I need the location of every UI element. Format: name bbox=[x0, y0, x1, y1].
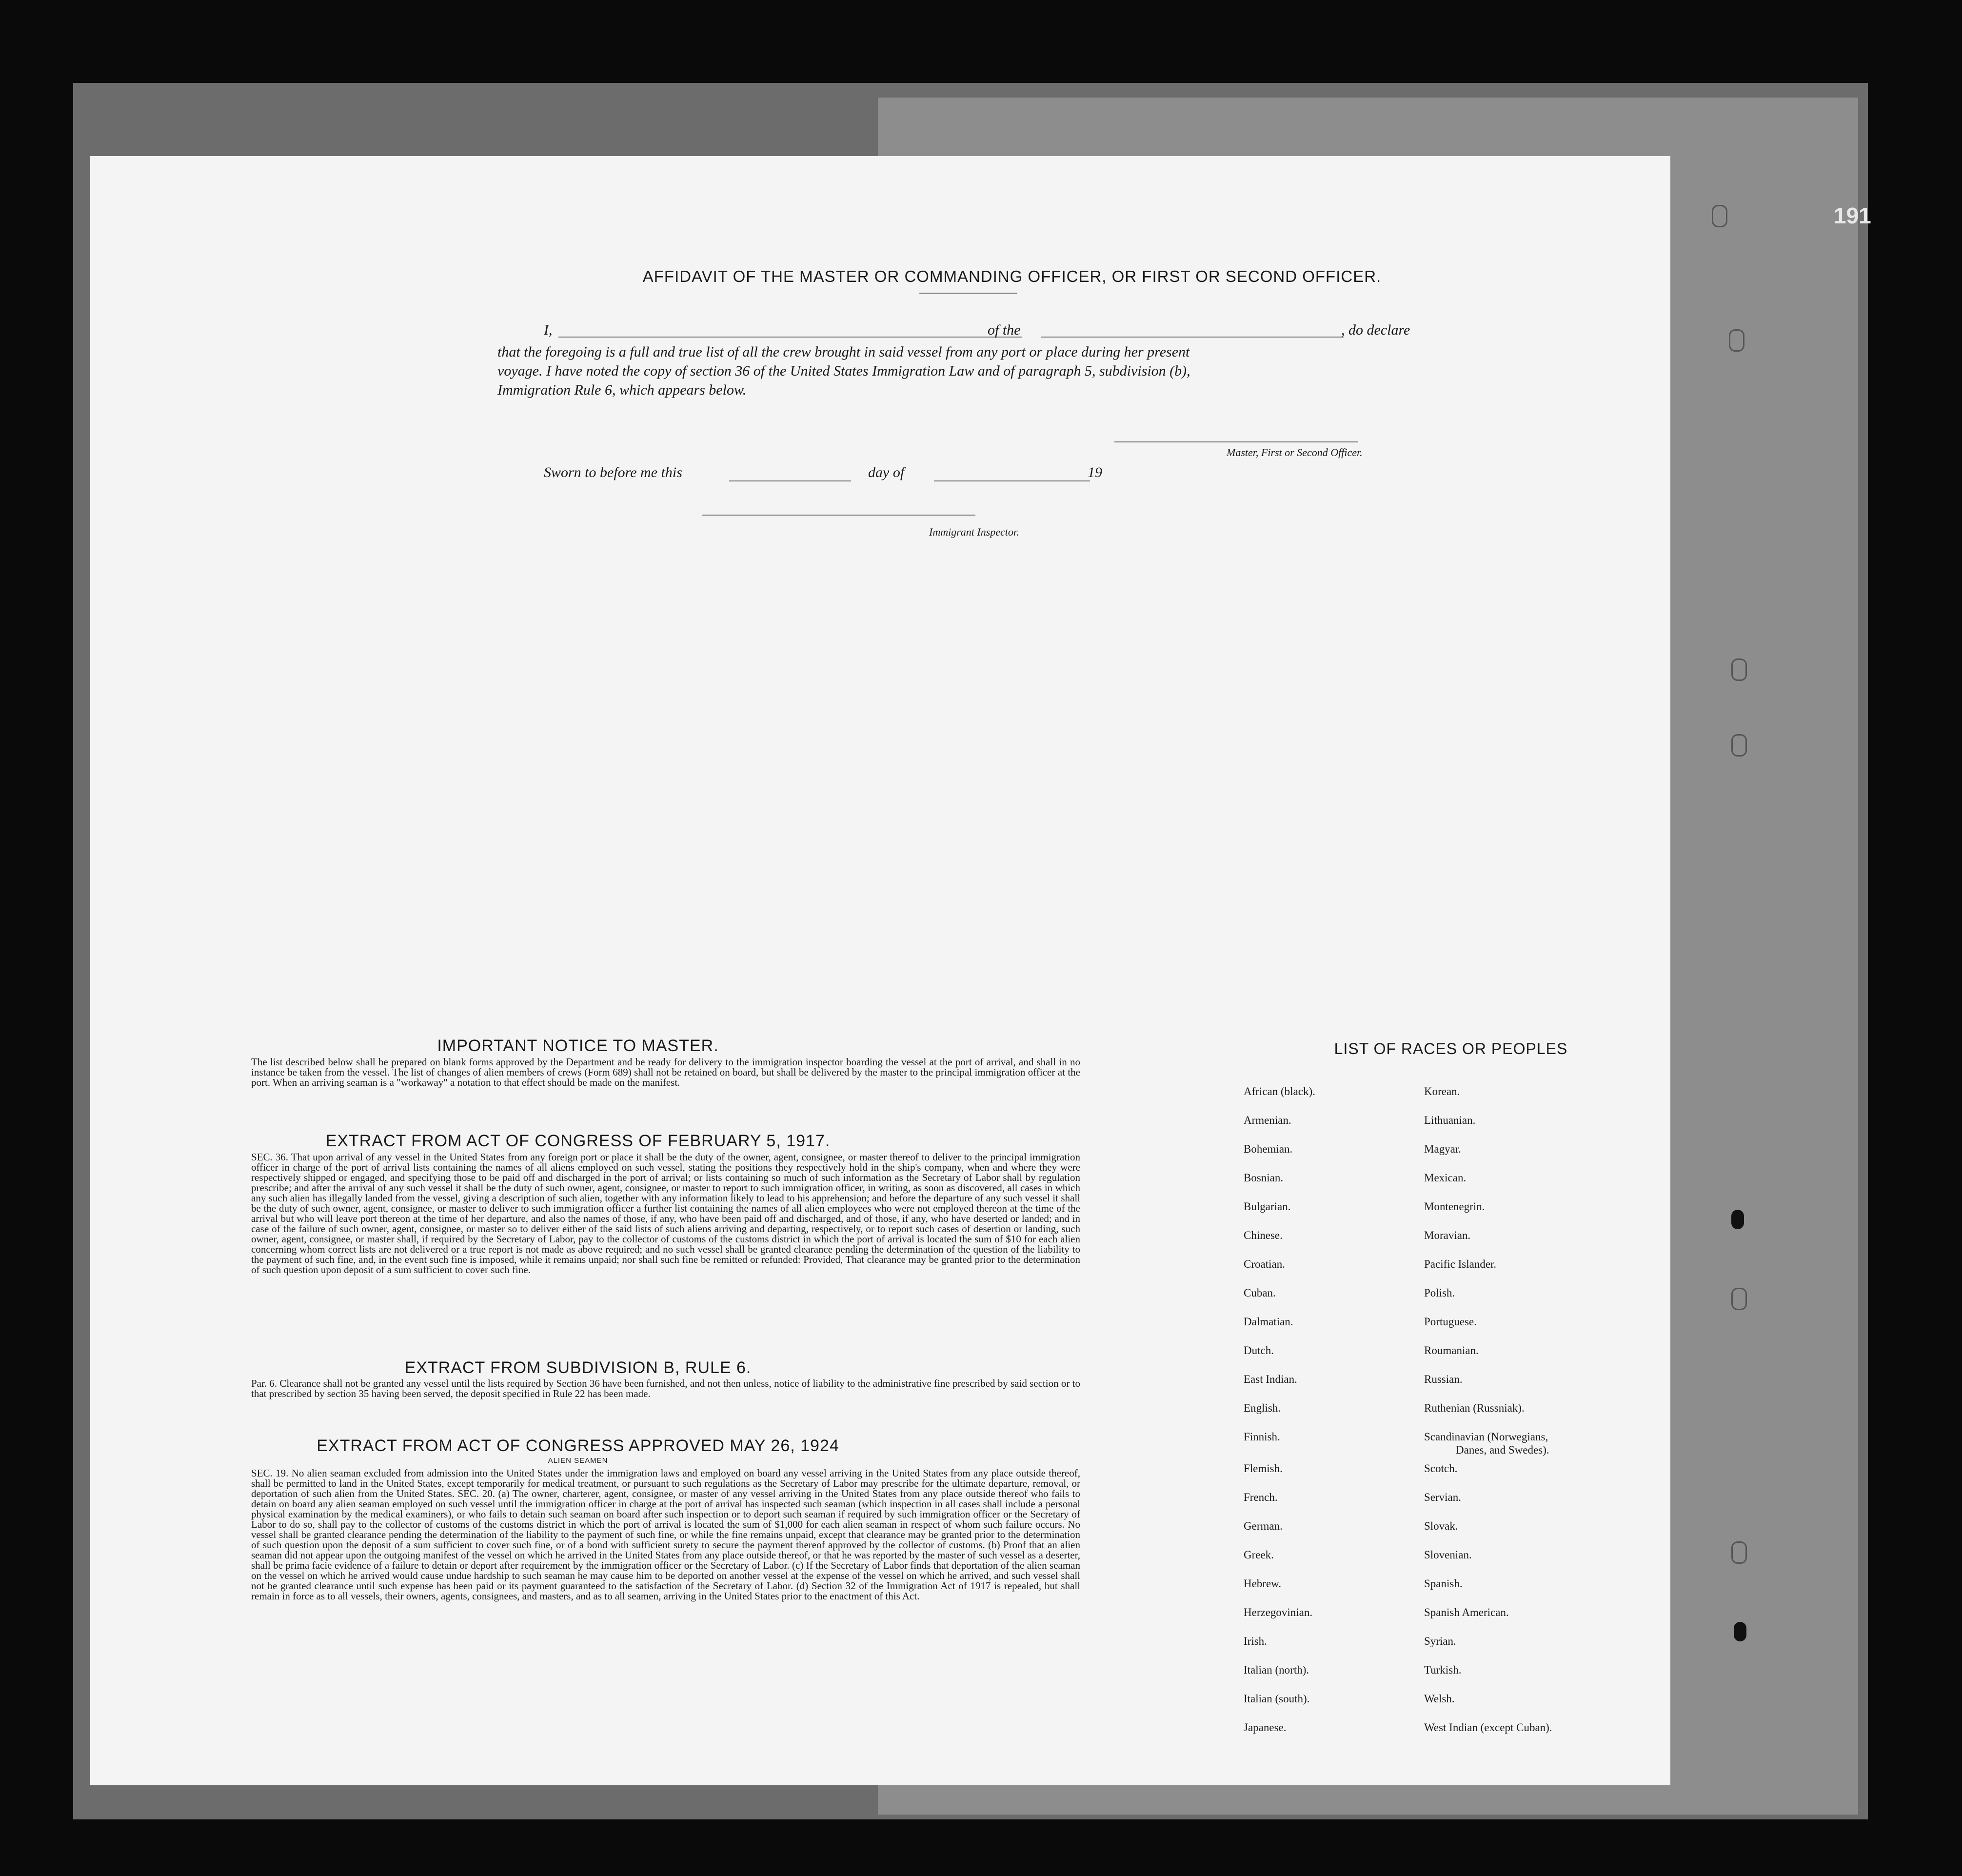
punch-hole bbox=[1731, 1210, 1744, 1229]
race-left-item: Greek. bbox=[1244, 1549, 1274, 1561]
race-left-item: East Indian. bbox=[1244, 1373, 1297, 1385]
punch-hole bbox=[1712, 205, 1727, 227]
extract-1924-title: EXTRACT FROM ACT OF CONGRESS APPROVED MAY 26, 1924 bbox=[317, 1437, 839, 1455]
race-right-item: Mexican. bbox=[1424, 1172, 1467, 1184]
title-rule bbox=[919, 293, 1017, 294]
inspector-label: Immigrant Inspector. bbox=[929, 526, 1019, 538]
race-left-item: Japanese. bbox=[1244, 1721, 1287, 1734]
race-right-item: Scandinavian (Norwegians, bbox=[1424, 1431, 1548, 1443]
race-left-item: Flemish. bbox=[1244, 1462, 1283, 1475]
race-right-item: Moravian. bbox=[1424, 1229, 1471, 1241]
race-right-item: Portuguese. bbox=[1424, 1316, 1477, 1328]
extract-1924-body: SEC. 19. No alien seaman excluded from admission into the United States under the immigration laws and employed on board any vessel arriving in the United States from any place outside thereof, shall be permitted to land in the United States, except temporarily for medical treatment, or pursuant to such regulations as the Secretary of Labor may prescribe for the ultimate departure, removal, or deportation of such alien from the United States. SEC. 20. (a) The owner, charterer, agent, consignee, or master of any vessel arriving in the United States from any place outside thereof who fails to detain on board any alien seaman employed on such vessel until the immigration officer in charge at the port of arrival has inspected such seaman (which inspection in all cases shall include a personal physical examination by the medical examiners), or who fails to detain such seaman on board after such inspection or to deport such seaman if required by such immigration officer or the Secretary of Labor to do so, shall pay to the collector of customs of the customs district in which the port of arrival is located the sum of $1,000 for each alien seaman in respect of whom such failure occurs. No vessel shall be granted clearance pending the determination of the liability to the payment of such fine, or while the fine remains unpaid, except that clearance may be granted prior to the determination of such question upon the deposit of a sum sufficient to cover such fine, or of a bond with sufficient surety to secure the payment thereof approved by the collector of customs. (b) Proof that an alien seaman did not appear upon the outgoing manifest of the vessel on which he arrived in the United States from any place outside thereof, or that he was reported by the master of such vessel as a deserter, shall be prima facie evidence of a failure to detain or deport after requirement by the immigration officer or the Secretary of Labor. (c) If the Secretary of Labor finds that deportation of the alien seaman on the vessel on which he arrived would cause undue hardship to such seaman he may cause him to be deported on another vessel at the expense of the vessel on which he arrived, and such vessel shall not be granted clearance until such expense has been paid or its payment guaranteed to the satisfaction of the Secretary of Labor. (d) Section 32 of the Immigration Act of 1917 is repealed, but shall remain in force as to all vessels, their owners, agents, consignees, and masters, and as to all seamen, arriving in the United States prior to the enactment of this Act. bbox=[251, 1467, 1080, 1602]
race-left-item: Finnish. bbox=[1244, 1431, 1280, 1443]
race-left-item: German. bbox=[1244, 1520, 1283, 1532]
punch-hole bbox=[1729, 329, 1744, 352]
race-left-item: Chinese. bbox=[1244, 1229, 1283, 1241]
punch-hole bbox=[1731, 659, 1747, 681]
race-right-item: Russian. bbox=[1424, 1373, 1463, 1385]
race-left-item: Dutch. bbox=[1244, 1344, 1274, 1357]
race-right-item: Spanish American. bbox=[1424, 1606, 1509, 1618]
extract-rule6-title: EXTRACT FROM SUBDIVISION B, RULE 6. bbox=[404, 1358, 752, 1377]
race-left-item: African (black). bbox=[1244, 1085, 1315, 1098]
race-left-item: Hebrew. bbox=[1244, 1577, 1282, 1590]
punch-hole bbox=[1734, 1622, 1746, 1641]
punch-hole bbox=[1731, 1288, 1747, 1310]
extract-rule6-body: Par. 6. Clearance shall not be granted any vessel until the lists required by Section 36 have been furnished, and not then unless, notice of liability to the administrative fine prescribed by said section or to that prescribed by section 35 having been served, the deposit specified in Rule 22 has been made. bbox=[251, 1377, 1080, 1399]
race-left-item: Bulgarian. bbox=[1244, 1200, 1291, 1213]
race-left-item: Herzegovinian. bbox=[1244, 1606, 1313, 1618]
extract-1917-body: SEC. 36. That upon arrival of any vessel in the United States from any foreign port or place it shall be the duty of the owner, agent, consignee, or master thereof to deliver to the principal immigration officer in charge of the port of arrival lists containing the names of all aliens employed on such vessel, stating the positions they respectively hold in the ship's company, when and where they were respectively shipped or engaged, and specifying those to be paid off and discharged in the port of arrival; or lists containing so much of such information as the Secretary of Labor shall by regulation prescribe; and after the arrival of any such vessel it shall be the duty of such owner, agent, consignee, or master to report to such immigration officer, in writing, as soon as discovered, all cases in which any such alien has illegally landed from the vessel, giving a description of such alien, together with any information likely to lead to his apprehension; and before the departure of any such vessel it shall be the duty of such owner, agent, consignee, or master to deliver to such immigration officer a further list containing the names of all alien employees who were not employed thereon at the time of the arrival but who will leave port thereon at the time of her departure, and also the names of those, if any, who have been paid off and discharged, and of those, if any, who have deserted or landed; and in case of the failure of such owner, agent, consignee, or master so to deliver either of the said lists of such aliens arriving and departing, respectively, or to report such cases of desertion or landing, such owner, agent, consignee, or master shall, if required by the Secretary of Labor, pay to the collector of customs of the customs district in which the port of arrival is located the sum of $10 for each alien concerning whom correct lists are not delivered or a true report is not made as above required; and no such vessel shall be granted clearance pending the determination of the question of the liability to the payment of such fine, and, in the event such fine is imposed, while it remains unpaid; nor shall such fine be remitted or refunded: Provided, That clearance may be granted prior to the determination of such question upon deposit of a sum sufficient to cover such fine. bbox=[251, 1151, 1080, 1276]
race-right-item: Pacific Islander. bbox=[1424, 1258, 1497, 1270]
race-right-item: Turkish. bbox=[1424, 1664, 1462, 1676]
race-left-item: English. bbox=[1244, 1402, 1281, 1414]
page-number: 191 bbox=[1834, 203, 1871, 228]
sworn-month-field[interactable] bbox=[934, 480, 1090, 481]
punch-hole bbox=[1731, 1541, 1747, 1564]
race-right-continuation: Danes, and Swedes). bbox=[1456, 1444, 1549, 1456]
name-field[interactable] bbox=[558, 337, 1022, 338]
affidavit-line-3: voyage. I have noted the copy of section 36 of the United States Immigration Law and of paragraph 5, subdivision (b), bbox=[497, 363, 1190, 379]
race-right-item: Lithuanian. bbox=[1424, 1114, 1476, 1126]
race-right-item: Slovenian. bbox=[1424, 1549, 1472, 1561]
race-right-item: Roumanian. bbox=[1424, 1344, 1479, 1357]
race-right-item: Welsh. bbox=[1424, 1693, 1455, 1705]
affidavit-title: AFFIDAVIT OF THE MASTER OR COMMANDING OFFICER, OR FIRST OR SECOND OFFICER. bbox=[642, 267, 1382, 285]
race-right-item: Slovak. bbox=[1424, 1520, 1458, 1532]
sworn-day-field[interactable] bbox=[729, 480, 851, 481]
race-right-item: Korean. bbox=[1424, 1085, 1460, 1098]
race-left-item: Bosnian. bbox=[1244, 1172, 1284, 1184]
race-left-item: Irish. bbox=[1244, 1635, 1267, 1647]
race-right-item: Magyar. bbox=[1424, 1143, 1462, 1155]
vessel-field[interactable] bbox=[1041, 337, 1344, 338]
race-left-item: Cuban. bbox=[1244, 1287, 1276, 1299]
day-of-label: day of bbox=[868, 464, 905, 480]
punch-hole bbox=[1731, 734, 1747, 757]
race-right-item: Syrian. bbox=[1424, 1635, 1456, 1647]
notice-body: The list described below shall be prepared on blank forms approved by the Department and be ready for delivery to the immigration inspector boarding the vessel at the port of arrival, and shall in no instance be taken from the vessel. The list of changes of alien members of crews (Form 689) shall not be retained on board, but shall be delivered by the master to the principal immigration officer at the port. When an arriving seaman is a "workaway" a notation to that effect should be made on the manifest. bbox=[251, 1056, 1080, 1088]
race-left-item: Dalmatian. bbox=[1244, 1316, 1293, 1328]
race-left-item: French. bbox=[1244, 1491, 1278, 1503]
race-right-item: Servian. bbox=[1424, 1491, 1462, 1503]
race-right-item: Spanish. bbox=[1424, 1577, 1463, 1590]
race-right-item: Ruthenian (Russniak). bbox=[1424, 1402, 1525, 1414]
race-right-item: Polish. bbox=[1424, 1287, 1455, 1299]
race-right-item: Montenegrin. bbox=[1424, 1200, 1485, 1213]
race-left-item: Bohemian. bbox=[1244, 1143, 1293, 1155]
extract-1924-subtitle: ALIEN SEAMEN bbox=[548, 1457, 608, 1465]
master-signature-field[interactable] bbox=[1114, 441, 1358, 442]
race-left-item: Italian (south). bbox=[1244, 1693, 1310, 1705]
race-right-item: West Indian (except Cuban). bbox=[1424, 1721, 1552, 1734]
race-left-item: Italian (north). bbox=[1244, 1664, 1309, 1676]
race-right-item: Scotch. bbox=[1424, 1462, 1458, 1475]
master-signature-label: Master, First or Second Officer. bbox=[1227, 446, 1363, 459]
race-left-item: Croatian. bbox=[1244, 1258, 1285, 1270]
notice-title: IMPORTANT NOTICE TO MASTER. bbox=[437, 1037, 719, 1055]
affidavit-line-2: that the foregoing is a full and true list of all the crew brought in said vessel from any port or place during her present bbox=[497, 344, 1190, 360]
affidavit-i-label: I, bbox=[544, 322, 553, 338]
year-prefix: 19 bbox=[1088, 464, 1102, 480]
extract-1917-title: EXTRACT FROM ACT OF CONGRESS OF FEBRUARY 5, 1917. bbox=[325, 1132, 831, 1150]
race-left-item: Armenian. bbox=[1244, 1114, 1291, 1126]
affidavit-of-the-label: of the bbox=[988, 322, 1021, 338]
races-title: LIST OF RACES OR PEOPLES bbox=[1334, 1040, 1568, 1058]
sworn-label: Sworn to before me this bbox=[544, 464, 682, 480]
form-page bbox=[90, 156, 1670, 1785]
affidavit-declare-label: , do declare bbox=[1341, 322, 1410, 338]
inspector-signature-field[interactable] bbox=[702, 515, 975, 516]
affidavit-line-4: Immigration Rule 6, which appears below. bbox=[497, 382, 747, 398]
